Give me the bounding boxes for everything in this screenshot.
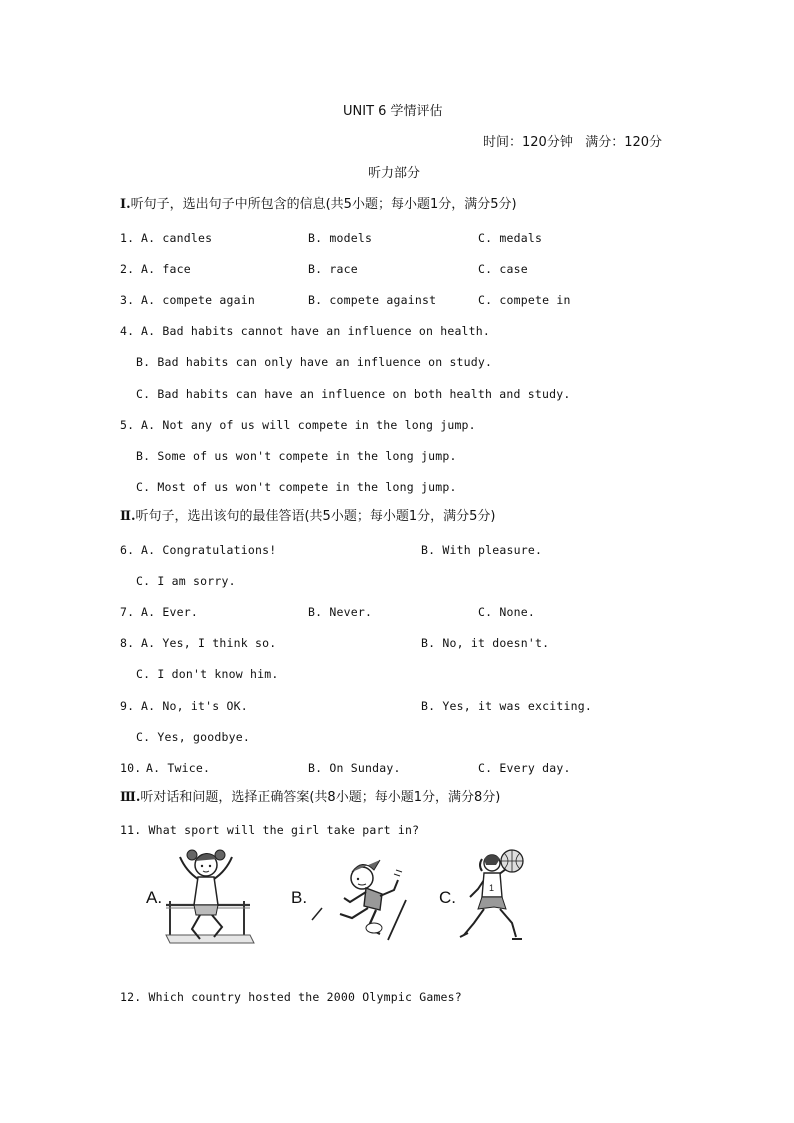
time-info: 时间：120分钟 满分：120分 (483, 135, 663, 150)
q12-question: 12. Which country hosted the 2000 Olympic Games? (120, 990, 462, 1004)
q11-question: 11. What sport will the girl take part in? (120, 823, 420, 837)
q9-option-c: C. Yes, goodbye. (136, 730, 250, 744)
q7-option-c: C. None. (478, 605, 535, 619)
q2-option-c: C. case (478, 262, 528, 276)
section-1-heading (120, 197, 517, 213)
q1-number: 1. (120, 231, 135, 245)
q2-number: 2. (120, 262, 135, 276)
q10-option-c: C. Every day. (478, 761, 571, 775)
section-2-heading-text: 听句子，选出该句的最佳答语(共5小题；每小题1分，满分5分) (135, 509, 496, 524)
q2-option-b: B. race (308, 262, 358, 276)
q6-number: 6. (120, 543, 135, 557)
q7-option-b: B. Never. (308, 605, 373, 619)
q4-option-a: A. Bad habits cannot have an influence on health. (141, 324, 491, 338)
section-2-heading (120, 509, 495, 525)
q11-picture-label-c: C. (439, 888, 456, 907)
page-title: UNIT 6 学情评估 (343, 104, 443, 119)
section-3-heading (120, 790, 500, 806)
q2-option-a: A. face (141, 262, 191, 276)
q5-option-b: B. Some of us won't compete in the long jump. (136, 449, 457, 463)
basketball-icon (456, 845, 532, 945)
q9-number: 9. (120, 699, 135, 713)
section-2-numeral: Ⅱ. (120, 509, 136, 524)
long-jump-icon (310, 850, 410, 942)
q8-option-c: C. I don't know him. (136, 667, 279, 681)
q8-number: 8. (120, 636, 135, 650)
q5-number: 5. (120, 418, 135, 432)
part-title: 听力部分 (368, 166, 421, 181)
q4-option-c: C. Bad habits can have an influence on both health and study. (136, 387, 571, 401)
section-1-heading-text: 听句子，选出句子中所包含的信息(共5小题；每小题1分，满分5分) (130, 197, 517, 212)
q9-option-a: A. No, it's OK. (141, 699, 248, 713)
q9-option-b: B. Yes, it was exciting. (421, 699, 592, 713)
q3-number: 3. (120, 293, 135, 307)
q10-option-b: B. On Sunday. (308, 761, 401, 775)
q6-option-a: A. Congratulations! (141, 543, 277, 557)
high-jump-picture (162, 843, 256, 947)
q3-option-c: C. compete in (478, 293, 571, 307)
q11-picture-label-a: A. (146, 888, 163, 907)
long-jump-picture (310, 850, 410, 942)
q6-option-b: B. With pleasure. (421, 543, 543, 557)
q8-option-b: B. No, it doesn't. (421, 636, 550, 650)
section-3-numeral: Ⅲ. (120, 790, 141, 805)
q11-picture-label-b: B. (291, 888, 308, 907)
q1-option-c: C. medals (478, 231, 543, 245)
q7-option-a: A. Ever. (141, 605, 198, 619)
q4-number: 4. (120, 324, 135, 338)
high-jump-icon (162, 843, 256, 947)
svg-text:1: 1 (489, 883, 495, 893)
q6-option-c: C. I am sorry. (136, 574, 236, 588)
q1-option-b: B. models (308, 231, 373, 245)
q7-number: 7. (120, 605, 135, 619)
basketball-picture (456, 845, 532, 945)
q1-option-a: A. candles (141, 231, 213, 245)
q3-option-b: B. compete against (308, 293, 437, 307)
q5-option-a: A. Not any of us will compete in the long jump. (141, 418, 476, 432)
q10-number: 10. (120, 761, 142, 775)
q10-option-a: A. Twice. (146, 761, 211, 775)
q4-option-b: B. Bad habits can only have an influence on study. (136, 355, 493, 369)
q8-option-a: A. Yes, I think so. (141, 636, 277, 650)
q5-option-c: C. Most of us won't compete in the long jump. (136, 480, 457, 494)
section-3-heading-text: 听对话和问题，选择正确答案(共8小题；每小题1分，满分8分) (140, 790, 501, 805)
q3-option-a: A. compete again (141, 293, 255, 307)
section-1-numeral: Ⅰ. (120, 197, 131, 212)
